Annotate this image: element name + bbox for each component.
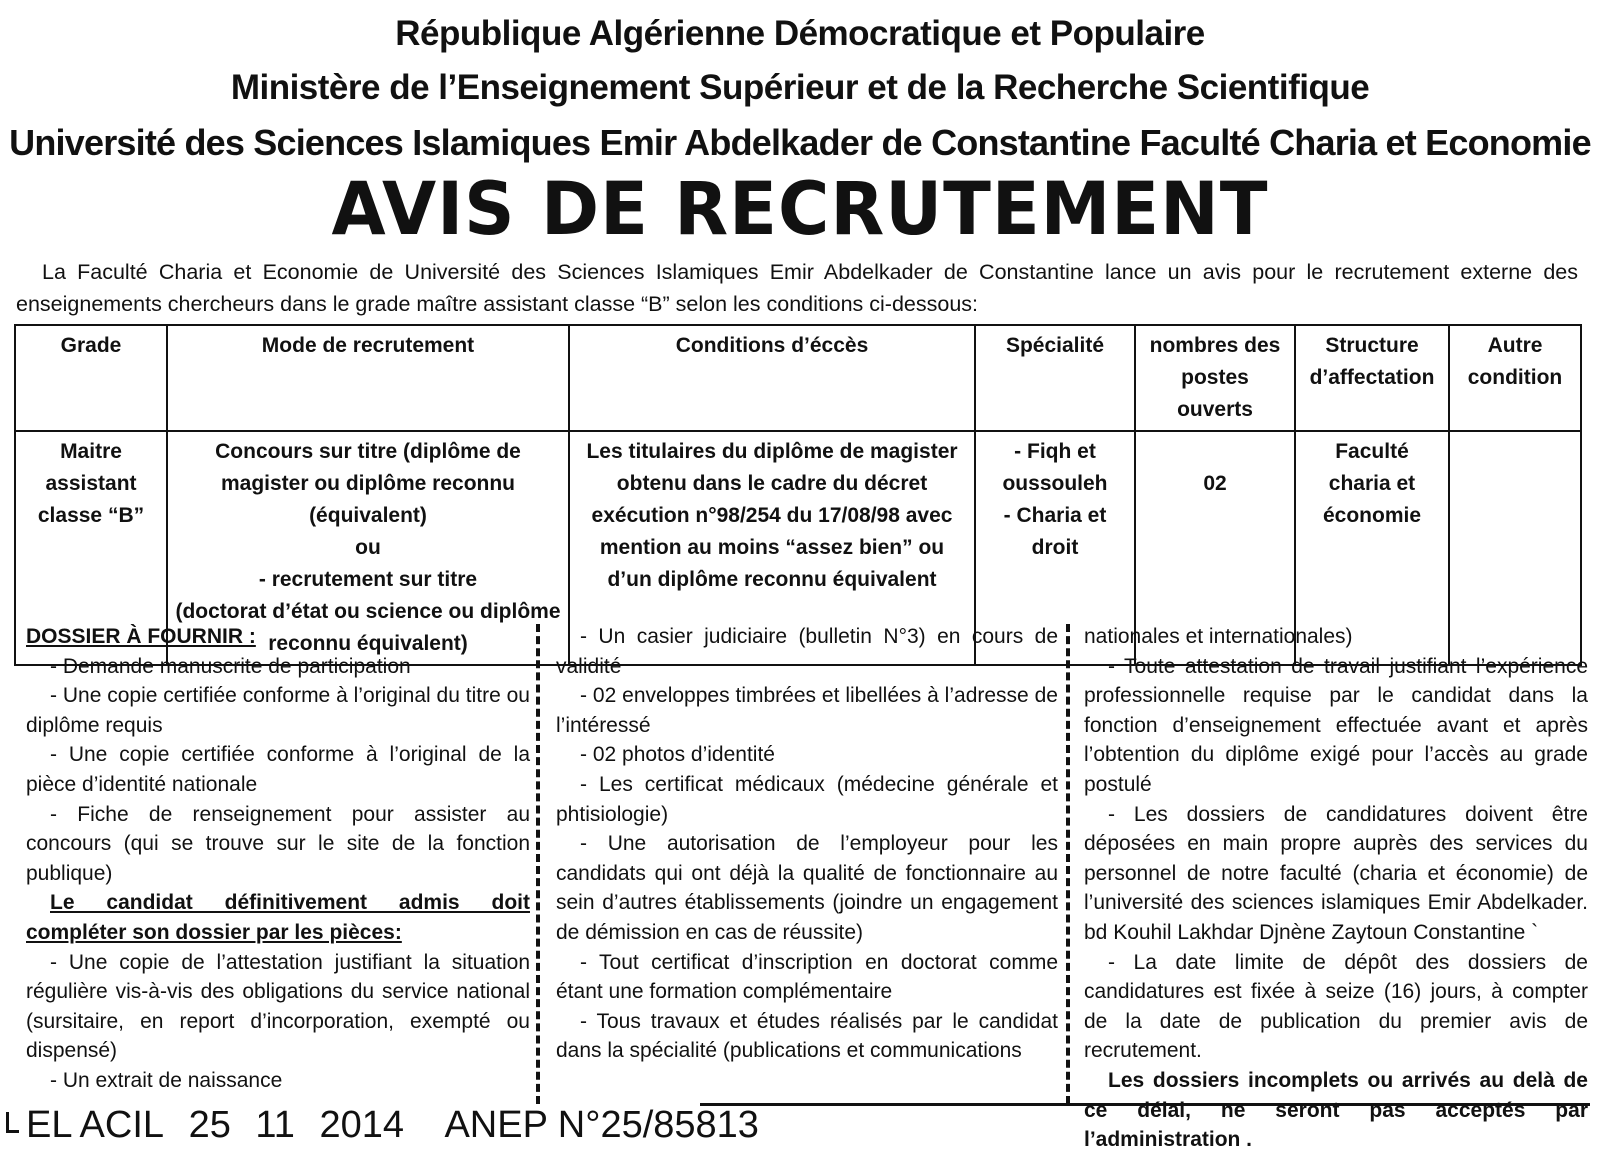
dossier-column-3 bbox=[1084, 622, 1588, 1155]
mode-or: ou bbox=[355, 536, 381, 559]
list-item: - Tous travaux et études réalisés par le candidat dans la spécialité (publications et communications bbox=[556, 1009, 1058, 1063]
column-divider-2 bbox=[1066, 624, 1070, 1104]
list-item: - Une copie certifiée conforme à l’original du titre ou diplôme requis bbox=[26, 684, 530, 737]
col-header-specialite: Spécialité bbox=[975, 325, 1135, 431]
footer-corner-mark bbox=[6, 1112, 19, 1133]
list-item: - Les dossiers de candidatures doivent être déposées en main propre auprès des services du personnel de notre faculté (charia et économie) de l’université des sciences islamiques Emir Abdelkader. bd Kouhil Lakhdar Djnène Zaytoun Constantine ` bbox=[1084, 802, 1588, 944]
list-item: - 02 enveloppes timbrées et libellées à l’adresse de l’intéressé bbox=[556, 684, 1058, 737]
list-item-continued: nationales et internationales) bbox=[1084, 625, 1353, 648]
list-item: - Un casier judiciaire (bulletin N°3) en cours de validité bbox=[556, 625, 1058, 678]
page-title: AVIS DE RECRUTEMENT bbox=[331, 165, 1269, 253]
header-ministry: Ministère de l’Enseignement Supérieur et de la Recherche Scientifique bbox=[230, 68, 1370, 107]
table-header-row bbox=[15, 325, 1581, 431]
col-header-structure: Structure d’affectation bbox=[1295, 325, 1449, 431]
column-divider-1 bbox=[536, 624, 540, 1104]
dossier-column-2 bbox=[556, 622, 1058, 1066]
intro-paragraph: La Faculté Charia et Economie de Université des Sciences Islamiques Emir Abdelkader de Constantine lance un avis pour le recrutement externe des enseignements chercheurs dans le grade maître assistant classe “B” selon les conditions ci-dessous: bbox=[16, 260, 1578, 316]
anep-reference: ANEP N°25/85813 bbox=[444, 1104, 759, 1146]
mode-line-3: (doctorat d’état ou science ou diplôme reconnu équivalent) bbox=[175, 600, 561, 655]
list-item: - La date limite de dépôt des dossiers de candidatures est fixée à seize (16) jours, à compter de la date de publication du premier avis de recrutement. bbox=[1084, 950, 1588, 1063]
specialite-2: - Charia et droit bbox=[1003, 504, 1107, 559]
cell-grade: Maitre assistant classe “B” bbox=[15, 431, 167, 665]
pub-month: 11 bbox=[255, 1104, 295, 1146]
deadline-warning: Les dossiers incomplets ou arrivés au delà de ce délai, ne seront pas acceptés par l’administration . bbox=[1084, 1068, 1588, 1152]
list-item: - Demande manuscrite de participation bbox=[50, 654, 411, 678]
col-header-postes: nombres des postes ouverts bbox=[1135, 325, 1295, 431]
dossier-column-1 bbox=[26, 622, 530, 1096]
pub-day: 25 bbox=[188, 1104, 231, 1146]
list-item: - Une copie certifiée conforme à l’original de la pièce d’identité nationale bbox=[26, 743, 530, 796]
list-item: - Une autorisation de l’employeur pour les candidats qui ont déjà la qualité de fonctionnaire au sein d’autres établissements (joindre un engagement de démission en cas de réussite) bbox=[556, 832, 1058, 944]
publication-footer bbox=[26, 1104, 773, 1147]
col-header-conditions: Conditions d’éccès bbox=[569, 325, 975, 431]
recruitment-table bbox=[14, 324, 1582, 666]
list-item: - Toute attestation de travail justifiant l’expérience professionnelle requise par le candidat dans la fonction d’enseignement effectuée avant et après l’obtention du diplôme exigé pour l’accès au grade postulé bbox=[1084, 654, 1588, 796]
cell-conditions: Les titulaires du diplôme de magister obtenu dans le cadre du décret exécution n°98/254 du 17/08/98 avec mention au moins “assez bien” ou d’un diplôme reconnu équivalent bbox=[569, 431, 975, 665]
col-header-mode: Mode de recrutement bbox=[167, 325, 569, 431]
cell-structure: Faculté charia et économie bbox=[1295, 431, 1449, 665]
dossier-heading: DOSSIER À FOURNIR : bbox=[26, 625, 256, 648]
mode-line-2: - recrutement sur titre bbox=[258, 568, 478, 591]
newspaper-name: EL ACIL bbox=[26, 1104, 165, 1146]
footer-rule bbox=[700, 1103, 1590, 1106]
col-header-autre: Autre condition bbox=[1449, 325, 1581, 431]
header-republic: République Algérienne Démocratique et Populaire bbox=[395, 14, 1205, 53]
dossier-subheading: Le candidat définitivement admis doit compléter son dossier par les pièces: bbox=[26, 891, 530, 944]
header-university: Université des Sciences Islamiques Emir Abdelkader de Constantine Faculté Charia et Economie bbox=[9, 122, 1591, 163]
pub-year: 2014 bbox=[319, 1104, 404, 1146]
list-item: - 02 photos d’identité bbox=[580, 743, 775, 767]
cell-postes: 02 bbox=[1135, 431, 1295, 665]
mode-line-1: Concours sur titre (diplôme de magister ou diplôme reconnu (équivalent) bbox=[215, 440, 521, 527]
col-header-grade: Grade bbox=[15, 325, 167, 431]
list-item: - Une copie de l’attestation justifiant la situation régulière vis-à-vis des obligations du service national (sursitaire, en report d’incorporation, exempté ou dispensé) bbox=[26, 950, 530, 1063]
list-item: - Tout certificat d’inscription en doctorat comme étant une formation complémentaire bbox=[556, 950, 1058, 1004]
list-item: - Fiche de renseignement pour assister au concours (qui se trouve sur le site de la fonction publique) bbox=[26, 802, 530, 885]
specialite-1: - Fiqh et oussouleh bbox=[1002, 440, 1108, 495]
list-item: - Les certificat médicaux (médecine générale et phtisiologie) bbox=[556, 772, 1058, 826]
list-item: - Un extrait de naissance bbox=[50, 1068, 283, 1092]
